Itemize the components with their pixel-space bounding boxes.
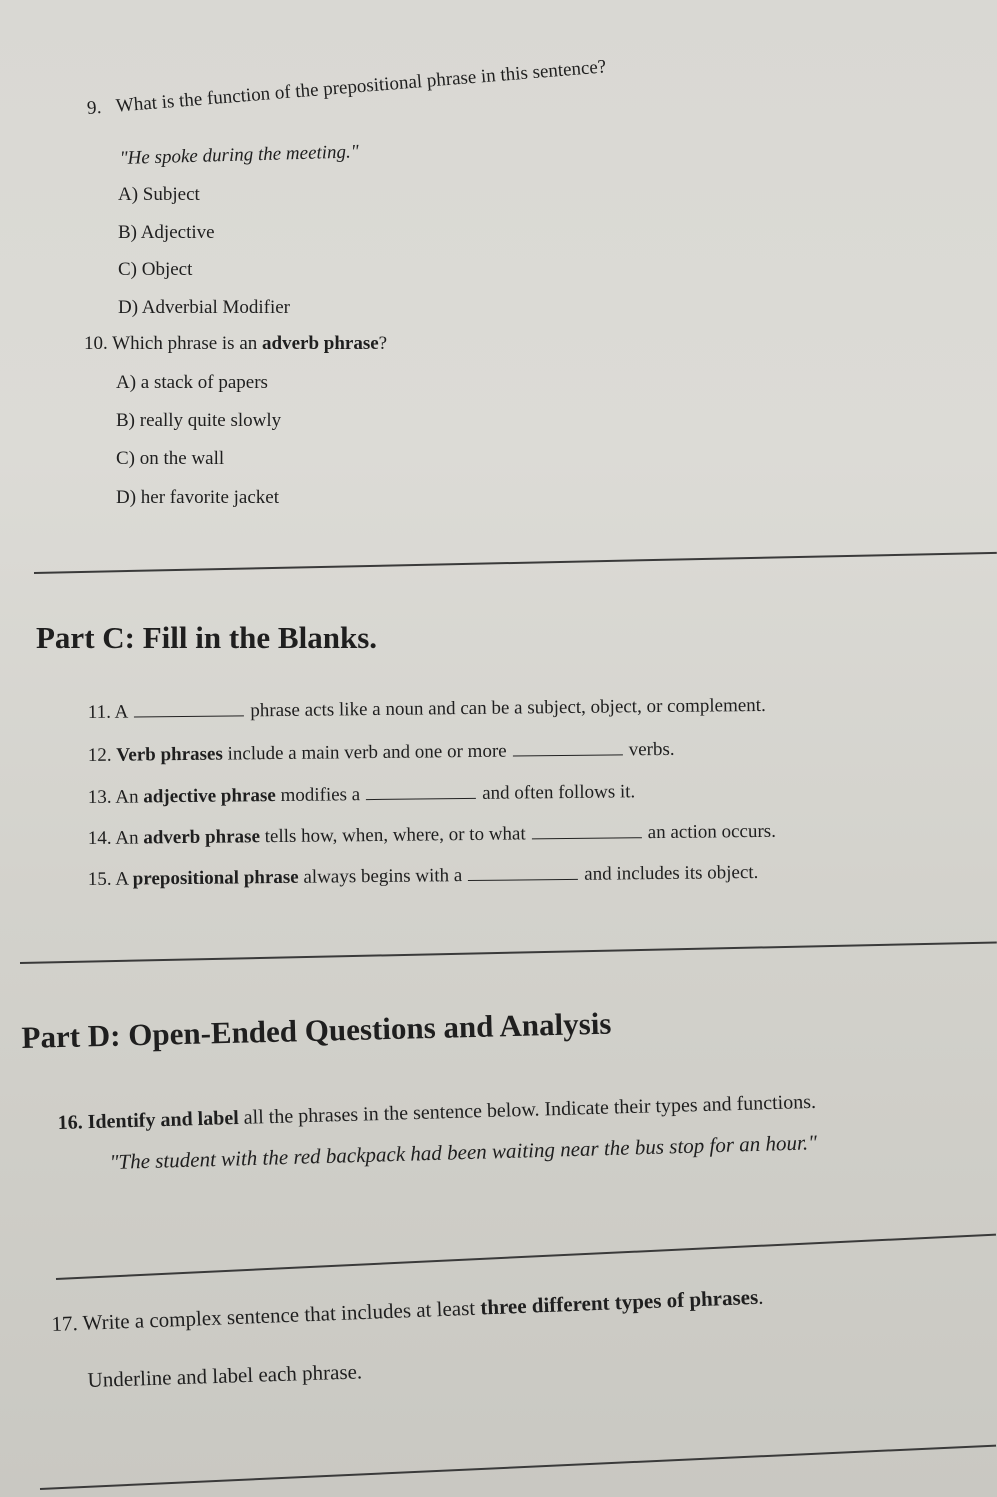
blank-15[interactable] xyxy=(468,878,578,881)
question-9-option-d: D) Adverbial Modifier xyxy=(118,297,291,318)
blank-13[interactable] xyxy=(366,797,476,800)
question-17: 17. Write a complex sentence that includes at least three different types of phrases. xyxy=(51,1284,764,1337)
question-10-text: 10. Which phrase is an adverb phrase? xyxy=(84,333,388,354)
question-9-option-c: C) Object xyxy=(118,259,193,280)
question-10-option-a: A) a stack of papers xyxy=(116,372,268,393)
answer-line[interactable] xyxy=(56,1234,996,1280)
question-9-option-a: A) Subject xyxy=(118,184,200,205)
question-10-option-c: C) on the wall xyxy=(116,448,225,469)
question-10 xyxy=(84,333,387,355)
answer-line[interactable] xyxy=(40,1445,996,1490)
question-17-instruction: Underline and label each phrase. xyxy=(87,1359,363,1393)
part-c-heading: Part C: Fill in the Blanks. xyxy=(36,620,378,655)
part-d-heading: Part D: Open-Ended Questions and Analysis xyxy=(21,1005,612,1056)
blank-14[interactable] xyxy=(532,836,642,839)
question-13: 13. An adjective phrase modifies a and often follows it. xyxy=(87,781,636,809)
blank-11[interactable] xyxy=(134,714,244,717)
question-10-option-d: D) her favorite jacket xyxy=(116,487,279,508)
question-9-number: 9. xyxy=(86,96,103,120)
question-9-quote: "He spoke during the meeting." xyxy=(119,141,360,170)
blank-12[interactable] xyxy=(513,753,623,756)
question-9-option-b: B) Adjective xyxy=(118,222,215,243)
section-divider xyxy=(34,552,997,574)
question-10-option-b: B) really quite slowly xyxy=(116,410,282,431)
question-9 xyxy=(86,56,607,120)
question-9-text: What is the function of the prepositional phrase in this sentence? xyxy=(115,56,607,117)
question-14: 14. An adverb phrase tells how, when, where, or to what an action occurs. xyxy=(87,820,777,850)
question-16-quote: "The student with the red backpack had been waiting near the bus stop for an hour." xyxy=(109,1130,818,1175)
question-15: 15. A prepositional phrase always begins with a and includes its object. xyxy=(87,861,759,891)
question-12: 12. Verb phrases include a main verb and one or more verbs. xyxy=(87,738,675,767)
question-16: 16. Identify and label all the phrases in the sentence below. Indicate their types and functions. xyxy=(57,1090,817,1135)
section-divider xyxy=(20,942,997,964)
question-11: 11. A phrase acts like a noun and can be a subject, object, or complement. xyxy=(87,694,766,724)
